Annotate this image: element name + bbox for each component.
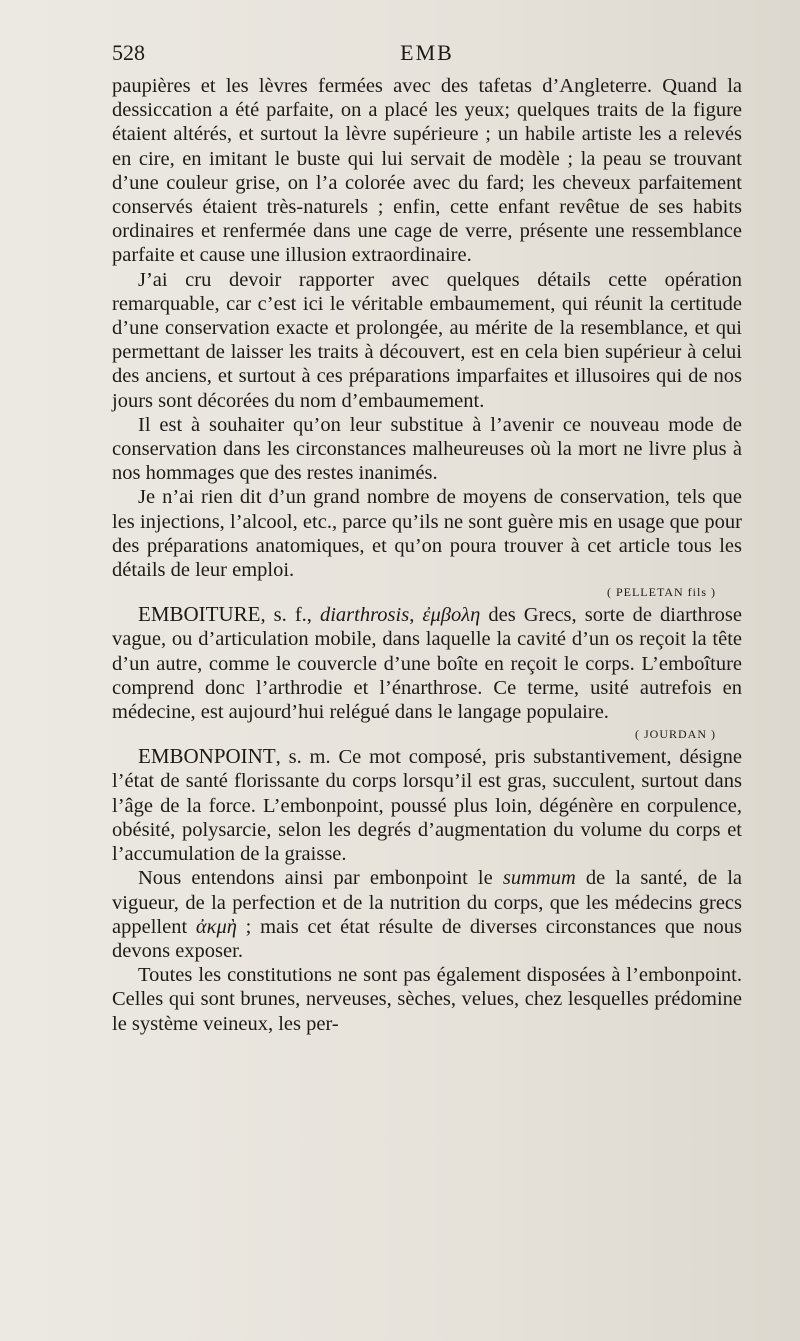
paragraph: Toutes les constitutions ne sont pas également disposées à l’embonpoint. Celles qui sont brunes, nerveuses, sèches, velues, chez lesquelles prédomine le système veineux, les per- bbox=[112, 964, 742, 1035]
greek-term: ἐμβολη bbox=[422, 604, 481, 627]
entry-embonpoint bbox=[112, 744, 742, 866]
author-signature: ( JOURDAN ) bbox=[635, 727, 716, 742]
entry-text: , s. m. Ce mot composé, pris substantivement, désigne l’état de santé florissante du corps lorsqu’il est gras, succulent, surtout dans l’âge de la force. L’embonpoint, poussé plus loin, dégénère en corpulence, obésité, polysarcie, selon les degrés d’augmentation du volume du corps et l’accumulation de la graisse. bbox=[112, 746, 742, 866]
latin-term: summum bbox=[502, 867, 576, 890]
entry-emboiture bbox=[112, 602, 742, 724]
entry-headword: EMBOITURE bbox=[138, 602, 261, 627]
text-run: Nous entendons ainsi par embonpoint le bbox=[138, 867, 503, 890]
paragraph: Je n’ai rien dit d’un grand nombre de moyens de conservation, tels que les injections, l’alcool, etc., parce qu’ils ne sont guère mis en usage que pour des préparations anatomiques, et qu’on poura trouver à cet article tous les détails de leur emploi. bbox=[112, 486, 742, 582]
paragraph: paupières et les lèvres fermées avec des tafetas d’Angleterre. Quand la dessiccation a été parfaite, on a placé les yeux; quelques traits de la figure étaient altérés, et surtout la lèvre supérieure ; un habile artiste les a relevés en cire, en imitant le buste qui lui servait de modèle ; la peau se trouvant d’une couleur grise, on l’a colorée avec du fard; les cheveux parfaitement conservés étaient très-naturels ; enfin, cette enfant revêtue de ses habits ordinaires et renfermée dans une cage de verre, présente une ressemblance parfaite et cause une illusion extraordinaire. bbox=[112, 75, 742, 267]
page-number: 528 bbox=[112, 40, 145, 65]
paragraph: J’ai cru devoir rapporter avec quelques détails cette opération remarquable, car c’est ici le véritable embaumement, qui réunit la certitude d’une conservation exacte et prolongée, au mérite de la resemblance, et qui permettant de laisser les traits à découvert, est en cela bien supérieur à celui des anciens, et surtout à ces préparations imparfaites et illusoires qui de nos jours sont décorées du nom d’embaumement. bbox=[112, 268, 742, 412]
separator: , bbox=[409, 604, 423, 627]
entry-grammar: , s. f., bbox=[260, 604, 320, 627]
paragraph bbox=[112, 866, 742, 963]
paragraph: Il est à souhaiter qu’on leur substitue à l’avenir ce nouveau mode de conservation dans les circonstances malheureuses où la mort ne livre plus à nos hommages que des restes inanimés. bbox=[112, 413, 742, 485]
entry-headword: EMBONPOINT bbox=[138, 744, 276, 769]
entry-text: des Grecs, sorte de diarthrose vague, ou d’articulation mobile, dans laquelle la cavité d’un os reçoit la tête d’un autre, comme le couvercle d’une boîte en reçoit le corps. L’emboîture comprend donc l’arthrodie et l’énarthrose. Ce terme, usité autrefois en médecine, est aujourd’hui relégué dans le langage populaire. bbox=[112, 604, 742, 724]
author-signature: ( PELLETAN fils ) bbox=[606, 585, 716, 600]
greek-term: ἀκμὴ bbox=[195, 915, 237, 938]
latin-term: diarthrosis bbox=[319, 604, 410, 627]
text-run: de la santé, de la vigueur, de la perfection et de la nutrition du corps, que les médecins grecs appellent bbox=[112, 867, 742, 938]
body-text bbox=[112, 74, 742, 1036]
text-run: ; mais cet état résulte de diverses circonstances que nous devons exposer. bbox=[112, 915, 742, 962]
running-head: EMB bbox=[400, 40, 454, 65]
page-header bbox=[112, 40, 742, 70]
